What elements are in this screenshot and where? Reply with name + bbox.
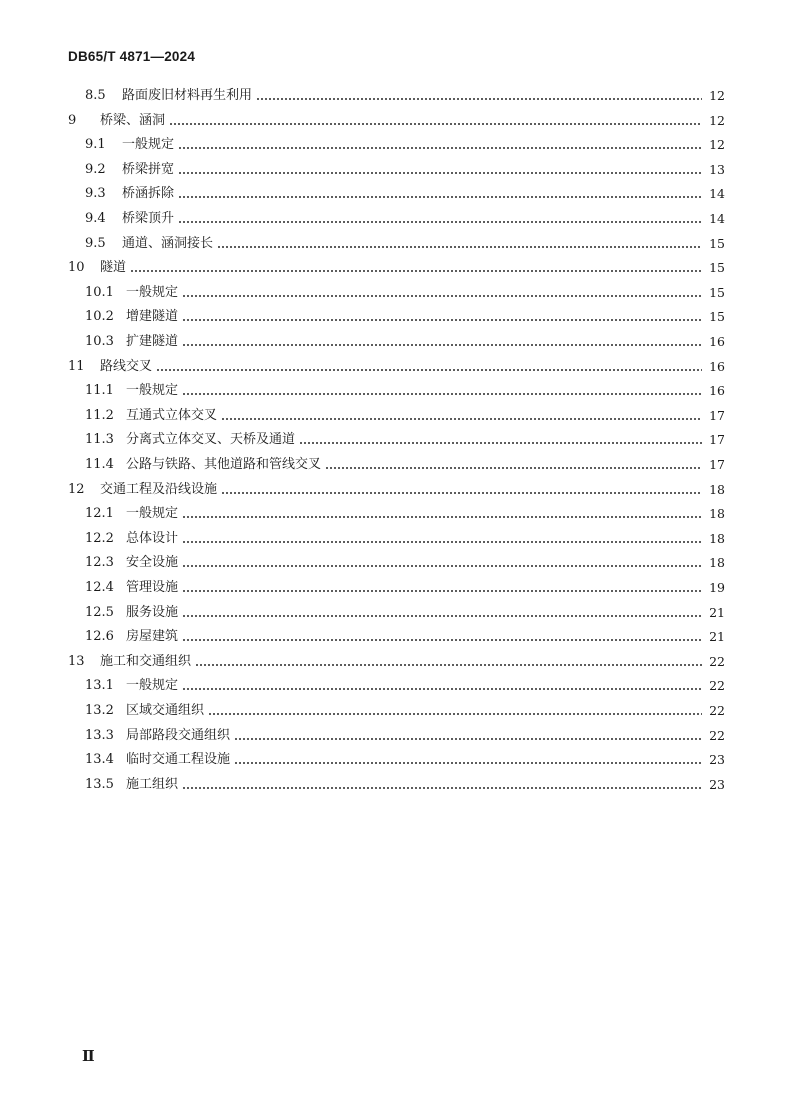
toc-entry-page: 12 [709, 112, 725, 128]
toc-entry-title: 总体设计 [126, 530, 179, 546]
toc-entry-title-line [126, 627, 702, 647]
toc-entry-number: 13.5 [85, 776, 114, 792]
toc-entry-number: 13.1 [85, 678, 114, 694]
dot-leader [130, 258, 702, 278]
toc-entry-number: 11.4 [85, 457, 114, 472]
toc-entry[interactable] [0, 332, 790, 352]
dot-leader [182, 504, 702, 524]
toc-entry-page: 23 [709, 776, 725, 792]
toc-entry-number: 9.4 [85, 211, 106, 226]
dot-leader [256, 86, 702, 106]
toc-entry[interactable] [0, 529, 790, 549]
toc-entry[interactable] [0, 455, 790, 475]
toc-entry[interactable] [0, 578, 790, 598]
toc-entry-title: 扩建隧道 [126, 334, 179, 349]
toc-entry[interactable] [0, 258, 790, 278]
toc-entry-title-line [126, 775, 702, 795]
toc-entry-number: 13.2 [85, 703, 114, 718]
toc-entry-page: 15 [709, 284, 725, 300]
dot-leader [182, 553, 702, 573]
toc-entry-title-line [126, 603, 702, 623]
toc-entry-number: 11.2 [85, 407, 114, 423]
toc-entry-title-line [122, 234, 702, 254]
toc-entry[interactable] [0, 726, 790, 746]
toc-entry-number: 12.5 [85, 604, 114, 620]
toc-entry[interactable] [0, 406, 790, 426]
toc-entry[interactable] [0, 234, 790, 254]
toc-entry-page: 22 [709, 678, 725, 694]
toc-entry-page: 15 [709, 235, 725, 251]
page-number-roman: Ⅱ [82, 1047, 95, 1065]
toc-entry-page: 17 [709, 407, 725, 423]
toc-entry-page: 16 [709, 334, 725, 349]
toc-entry-page: 18 [709, 481, 725, 497]
toc-entry-number: 10.2 [85, 309, 114, 325]
dot-leader [169, 111, 702, 131]
toc-entry-number: 10.1 [85, 284, 114, 300]
toc-entry-title-line [126, 307, 702, 327]
toc-entry[interactable] [0, 504, 790, 524]
toc-entry-title-line [122, 160, 702, 180]
toc-entry-page: 16 [709, 383, 725, 399]
toc-entry[interactable] [0, 553, 790, 573]
toc-entry-page: 14 [709, 211, 725, 226]
toc-entry[interactable] [0, 381, 790, 401]
toc-entry-title: 管理设施 [126, 580, 179, 595]
toc-entry-page: 18 [709, 555, 725, 571]
toc-entry-number: 11.1 [85, 383, 114, 399]
toc-entry-number: 9.3 [85, 186, 106, 202]
toc-entry-title: 一般规定 [126, 284, 179, 300]
toc-entry-title-line [122, 184, 702, 204]
toc-entry-title-line [126, 701, 702, 721]
dot-leader [178, 209, 702, 229]
dot-leader [208, 701, 702, 721]
toc-entry-page: 16 [709, 358, 725, 374]
toc-entry-page: 22 [709, 703, 725, 718]
toc-entry-title-line [126, 750, 702, 770]
toc-entry-page: 17 [709, 457, 725, 472]
toc-entry-number: 8.5 [85, 88, 106, 103]
toc-entry-title: 安全设施 [126, 555, 179, 571]
toc-entry-title: 桥梁拼宽 [122, 161, 175, 177]
toc-entry-number: 10 [68, 260, 85, 276]
toc-entry-page: 15 [709, 260, 725, 276]
dot-leader [178, 135, 702, 155]
dot-leader [182, 283, 702, 303]
toc-entry-title-line [126, 381, 702, 401]
toc-entry-page: 12 [709, 88, 725, 103]
toc-entry-title-line [100, 357, 702, 377]
toc-entry-page: 17 [709, 432, 725, 448]
toc-entry-title-line [126, 504, 702, 524]
toc-entry-page: 19 [709, 580, 725, 595]
toc-entry-title-line [126, 676, 702, 696]
toc-entry-title-line [126, 726, 702, 746]
toc-entry-number: 12.1 [85, 506, 114, 522]
toc-entry[interactable] [0, 135, 790, 155]
toc-entry[interactable] [0, 603, 790, 623]
dot-leader [178, 184, 702, 204]
dot-leader [182, 381, 702, 401]
dot-leader [221, 480, 702, 500]
toc-entry-title: 局部路段交通组织 [126, 727, 231, 743]
toc-entry[interactable] [0, 184, 790, 204]
toc-entry-title: 一般规定 [122, 137, 175, 153]
toc-entry-number: 9.2 [85, 161, 106, 177]
toc-entry-page: 14 [709, 186, 725, 202]
toc-entry-title: 通道、涵洞接长 [122, 235, 214, 251]
toc-entry-page: 22 [709, 653, 725, 669]
toc-entry-number: 13.4 [85, 752, 114, 768]
toc-entry-number: 12.6 [85, 629, 114, 645]
toc-entry-number: 12.4 [85, 580, 114, 595]
toc-entry-title: 一般规定 [126, 506, 179, 522]
toc-entry[interactable] [0, 701, 790, 721]
toc-entry-title-line [126, 430, 702, 450]
toc-entry-page: 21 [709, 629, 725, 645]
dot-leader [217, 234, 702, 254]
dot-leader [195, 652, 702, 672]
toc-entry[interactable] [0, 430, 790, 450]
toc-entry-title: 公路与铁路、其他道路和管线交叉 [126, 457, 322, 472]
toc-entry[interactable] [0, 627, 790, 647]
toc-entry-title-line [126, 529, 702, 549]
toc-entry[interactable] [0, 652, 790, 672]
toc-entry-title: 一般规定 [126, 383, 179, 399]
toc-entry-number: 12.3 [85, 555, 114, 571]
toc-entry-page: 18 [709, 530, 725, 546]
toc-entry-title: 房屋建筑 [126, 629, 179, 645]
dot-leader [182, 332, 702, 352]
toc-entry-number: 13.3 [85, 727, 114, 743]
toc-entry-title-line [126, 553, 702, 573]
toc-entry-title-line [100, 258, 702, 278]
dot-leader [178, 160, 702, 180]
toc-entry-title: 临时交通工程设施 [126, 752, 231, 768]
toc-entry-title-line [122, 209, 702, 229]
toc-entry-page: 12 [709, 137, 725, 153]
toc-entry[interactable] [0, 111, 790, 131]
toc-entry-number: 12.2 [85, 530, 114, 546]
toc-entry-title: 一般规定 [126, 678, 179, 694]
toc-entry-page: 15 [709, 309, 725, 325]
dot-leader [182, 603, 702, 623]
dot-leader [182, 627, 702, 647]
toc-entry-number: 11.3 [85, 432, 114, 448]
toc-entry-title-line [100, 111, 702, 131]
dot-leader [182, 676, 702, 696]
dot-leader [182, 307, 702, 327]
toc-entry-title: 施工和交通组织 [100, 653, 192, 669]
dot-leader [182, 775, 702, 795]
toc-entry-page: 13 [709, 161, 725, 177]
dot-leader [234, 750, 702, 770]
toc-entry-title: 服务设施 [126, 604, 179, 620]
toc-entry-page: 21 [709, 604, 725, 620]
document-code: DB65/T 4871—2024 [68, 49, 196, 64]
toc-entry-page: 18 [709, 506, 725, 522]
toc-entry-title-line [122, 135, 702, 155]
toc-entry-title: 桥梁、涵洞 [100, 112, 166, 128]
toc-entry[interactable] [0, 209, 790, 229]
toc-entry-title: 桥涵拆除 [122, 186, 175, 202]
toc-entry-number: 10.3 [85, 334, 114, 349]
toc-entry-title-line [100, 480, 702, 500]
toc-entry-number: 11 [68, 358, 85, 374]
toc-entry-number: 12 [68, 481, 85, 497]
toc-entry-title: 施工组织 [126, 776, 179, 792]
toc-entry[interactable] [0, 480, 790, 500]
dot-leader [182, 578, 702, 598]
toc-entry-title-line [126, 455, 702, 475]
dot-leader [234, 726, 702, 746]
toc-entry-title: 交通工程及沿线设施 [100, 481, 218, 497]
toc-entry-title: 路线交叉 [100, 358, 153, 374]
toc-entry-page: 22 [709, 727, 725, 743]
toc-entry[interactable] [0, 86, 790, 106]
dot-leader [299, 430, 702, 450]
toc-entry[interactable] [0, 750, 790, 770]
toc-entry-number: 9 [68, 112, 77, 128]
toc-entry-title: 路面废旧材料再生利用 [122, 88, 253, 103]
dot-leader [182, 529, 702, 549]
toc-entry-number: 9.1 [85, 137, 106, 153]
toc-entry-number: 9.5 [85, 235, 106, 251]
toc-entry-number: 13 [68, 653, 85, 669]
toc-entry-title-line [126, 406, 702, 426]
toc-entry-title: 区域交通组织 [126, 703, 205, 718]
toc-entry-title: 隧道 [100, 260, 127, 276]
dot-leader [325, 455, 702, 475]
toc-entry-title-line [126, 578, 702, 598]
toc-entry[interactable] [0, 283, 790, 303]
toc-entry-title-line [126, 332, 702, 352]
toc-entry-title-line [100, 652, 702, 672]
toc-entry[interactable] [0, 676, 790, 696]
toc-entry[interactable] [0, 357, 790, 377]
toc-entry[interactable] [0, 775, 790, 795]
dot-leader [221, 406, 702, 426]
toc-entry-title: 增建隧道 [126, 309, 179, 325]
dot-leader [156, 357, 702, 377]
toc-entry-title-line [122, 86, 702, 106]
toc-entry-title: 互通式立体交叉 [126, 407, 218, 423]
toc-entry[interactable] [0, 307, 790, 327]
toc-entry-title: 分离式立体交叉、天桥及通道 [126, 432, 296, 448]
toc-entry-page: 23 [709, 752, 725, 768]
toc-entry[interactable] [0, 160, 790, 180]
toc-entry-title: 桥梁顶升 [122, 211, 175, 226]
toc-entry-title-line [126, 283, 702, 303]
